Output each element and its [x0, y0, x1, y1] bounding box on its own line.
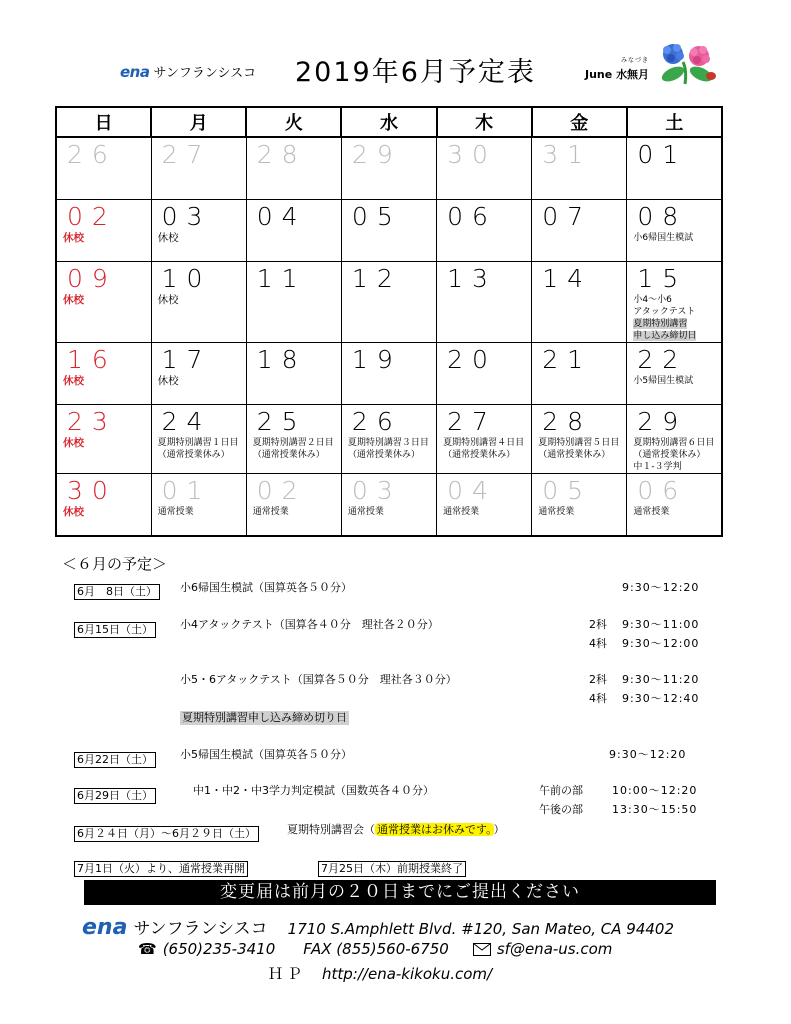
day-number: 28: [542, 407, 593, 436]
weekday-header-row: [56, 107, 722, 137]
footer-fax: FAX (855)560-6750: [303, 940, 449, 958]
day-number: 27: [161, 140, 212, 169]
schedule-time: 9:30～12:40: [622, 692, 700, 705]
hydrangea-flower-icon: [655, 40, 717, 86]
day-note: 休校: [63, 506, 84, 518]
calendar-day-cell: [532, 405, 627, 474]
day-number: 29: [351, 140, 402, 169]
calendar-day-cell: [627, 405, 722, 474]
calendar-day-cell: [246, 200, 341, 262]
schedule-time: 9:30～11:00: [622, 618, 700, 631]
weekday-header: 金: [532, 107, 627, 137]
schedule-desc: 小4アタックテスト（国算各４０分 理社各２０分）: [180, 618, 439, 631]
ena-logo: ena: [120, 63, 150, 81]
day-number: 06: [447, 202, 497, 231]
schedule-date: 6月22日（土）: [74, 748, 156, 768]
calendar-day-cell: [151, 137, 246, 200]
calendar-day-cell: [532, 343, 627, 405]
calendar-day-cell: [341, 343, 436, 405]
day-number: 17: [161, 345, 212, 374]
day-note: 通常授業: [633, 507, 670, 517]
calendar-day-cell: [437, 262, 532, 343]
day-note: 通常授業: [347, 507, 384, 517]
school-name: サンフランシスコ: [153, 66, 257, 81]
day-note: （通常授業休み）: [252, 450, 325, 460]
day-note: 夏期特別講習６日目: [633, 438, 715, 448]
day-number: 01: [161, 476, 212, 505]
day-note: （通常授業休み）: [347, 450, 420, 460]
calendar-day-cell: [56, 262, 151, 343]
calendar-day-cell: [627, 343, 722, 405]
calendar-day-cell: [246, 474, 341, 537]
calendar-week-row: [56, 474, 722, 537]
schedule-time: 10:00～12:20: [612, 784, 698, 797]
day-note: 小6帰国生模試: [633, 233, 694, 243]
day-number: 15: [637, 264, 688, 293]
day-number: 19: [351, 345, 402, 374]
month-jp-ruby: みなづき: [621, 57, 650, 64]
calendar-day-cell: [341, 200, 436, 262]
day-number: 03: [161, 202, 212, 231]
calendar-day-cell: [627, 137, 722, 200]
calendar-day-cell: [627, 474, 722, 537]
deadline-note: 夏期特別講習申し込み締め切り日: [182, 711, 347, 724]
weekday-header: 月: [151, 107, 246, 137]
calendar-body: [56, 137, 722, 536]
day-number: 13: [447, 264, 497, 293]
day-number: 10: [161, 264, 212, 293]
calendar-day-cell: [437, 474, 532, 537]
day-number: 29: [637, 407, 688, 436]
weekday-header: 日: [56, 107, 151, 137]
header-logo: [120, 62, 256, 81]
day-note: 中１-３学判: [633, 462, 682, 472]
day-number: 12: [351, 264, 402, 293]
day-note: （通常授業休み）: [157, 450, 230, 460]
day-number: 08: [637, 202, 688, 231]
day-number: 03: [351, 476, 402, 505]
calendar-day-cell: [56, 200, 151, 262]
calendar-day-cell: [151, 474, 246, 537]
day-number: 05: [542, 476, 593, 505]
schedule-sub: 午後の部: [539, 803, 583, 816]
calendar-day-cell: [532, 474, 627, 537]
schedule-time: 9:30～12:20: [622, 581, 700, 594]
footer-address: 1710 S.Amphlett Blvd. #120, San Mateo, CA 94402: [287, 920, 675, 938]
calendar-day-cell: [627, 262, 722, 343]
summer-highlight: 通常授業はお休みです。: [377, 823, 492, 836]
weekday-header: 火: [246, 107, 341, 137]
page-title: 2019年6月予定表: [295, 57, 536, 88]
schedule-sub: 午前の部: [539, 784, 583, 797]
day-number: 23: [67, 407, 117, 436]
day-number: 30: [67, 476, 117, 505]
day-note: [633, 318, 721, 330]
calendar-day-cell: [151, 200, 246, 262]
calendar-week-row: [56, 200, 722, 262]
day-number: 05: [351, 202, 402, 231]
day-number: 31: [542, 140, 593, 169]
schedule-sub: 2科: [589, 673, 607, 686]
calendar-day-cell: [341, 474, 436, 537]
day-number: 18: [256, 345, 307, 374]
day-note-highlight: 夏期特別講習: [633, 319, 688, 329]
day-note: 通常授業: [157, 507, 194, 517]
day-note: 通常授業: [443, 507, 480, 517]
day-note: （通常授業休み）: [633, 450, 706, 460]
day-note-highlight: 申し込み締切日: [633, 331, 697, 341]
day-note: 休校: [63, 232, 84, 244]
day-number: 26: [67, 140, 117, 169]
month-en: June: [585, 68, 613, 81]
day-note: 夏期特別講習３日目: [347, 438, 429, 448]
calendar-day-cell: [437, 405, 532, 474]
notice-banner: 変更届は前月の２０日までにご提出ください: [84, 880, 716, 905]
schedule-time: 13:30～15:50: [612, 803, 698, 816]
day-number: 20: [447, 345, 497, 374]
day-number: 22: [637, 345, 688, 374]
day-note: （通常授業休み）: [443, 450, 516, 460]
day-number: 04: [256, 202, 307, 231]
footer-hp-url[interactable]: http://ena-kikoku.com/: [322, 964, 493, 983]
schedule-time: 9:30～12:00: [622, 637, 700, 650]
schedule-sub: 4科: [589, 692, 607, 705]
day-note: [633, 330, 721, 342]
calendar-day-cell: [341, 262, 436, 343]
calendar-week-row: [56, 262, 722, 343]
schedule-desc: 中1・中2・中3学力判定模試（国数英各４０分）: [193, 784, 434, 797]
footer-contact-line: [138, 940, 612, 958]
day-number: 25: [256, 407, 307, 436]
calendar-day-cell: [246, 405, 341, 474]
day-number: 04: [447, 476, 497, 505]
footer-hp-label: ＨＰ: [268, 965, 307, 983]
day-number: 14: [542, 264, 593, 293]
day-note: 通常授業: [252, 507, 289, 517]
calendar-day-cell: [627, 200, 722, 262]
day-note: 休校: [63, 375, 84, 387]
resume-note: 7月1日（火）より、通常授業再開: [74, 857, 248, 877]
day-note: 小4～小6: [633, 295, 672, 305]
day-note: 小5帰国生模試: [633, 376, 694, 386]
calendar-day-cell: [56, 137, 151, 200]
calendar-week-row: [56, 137, 722, 200]
schedule-desc: 小5・6アタックテスト（国算各５０分 理社各３０分）: [180, 673, 457, 686]
day-note: 夏期特別講習１日目: [157, 438, 239, 448]
day-number: 06: [637, 476, 688, 505]
day-note: （通常授業休み）: [538, 450, 611, 460]
schedule-time: 9:30～11:20: [622, 673, 700, 686]
day-number: 24: [161, 407, 212, 436]
calendar-day-cell: [246, 262, 341, 343]
schedule-desc: 小6帰国生模試（国算英各５０分）: [180, 581, 352, 594]
calendar-table: [55, 106, 723, 537]
calendar-week-row: [56, 405, 722, 474]
mail-icon: [473, 943, 491, 956]
schedule-time: 9:30～12:20: [609, 748, 687, 761]
footer-address-line: [82, 914, 674, 940]
day-number: 02: [67, 202, 117, 231]
day-note: 夏期特別講習５日目: [538, 438, 620, 448]
footer-school-name: サンフランシスコ: [133, 919, 268, 939]
day-note: 休校: [63, 437, 84, 449]
day-number: 16: [67, 345, 117, 374]
day-number: 26: [351, 407, 402, 436]
summer-range: 6月２４日（月）～6月２９日（土）: [74, 822, 259, 842]
summer-session: 夏期特別講習会（ 通常授業はお休みです。 ）: [287, 823, 505, 836]
day-number: 02: [256, 476, 307, 505]
calendar-day-cell: [532, 200, 627, 262]
weekday-header: 土: [627, 107, 722, 137]
calendar-day-cell: [437, 200, 532, 262]
schedule-date: 6月15日（土）: [74, 618, 156, 638]
calendar-day-cell: [151, 343, 246, 405]
schedule-sub: 2科: [589, 618, 607, 631]
footer-email[interactable]: sf@ena-us.com: [496, 940, 613, 958]
calendar-day-cell: [56, 405, 151, 474]
calendar-day-cell: [341, 405, 436, 474]
schedule-date: 6月29日（土）: [74, 784, 156, 804]
day-note: 休校: [157, 232, 179, 244]
day-number: 09: [67, 264, 117, 293]
day-number: 07: [542, 202, 593, 231]
day-note: 通常授業: [538, 507, 575, 517]
calendar-day-cell: [56, 474, 151, 537]
month-jp: 水無月: [616, 68, 650, 81]
day-note: 休校: [157, 375, 179, 387]
term-end-note: 7月25日（木）前期授業終了: [318, 857, 466, 877]
footer-phone: (650)235-3410: [162, 940, 276, 958]
calendar-day-cell: [341, 137, 436, 200]
calendar-day-cell: [151, 262, 246, 343]
calendar-day-cell: [437, 343, 532, 405]
calendar-day-cell: [532, 137, 627, 200]
calendar-day-cell: [246, 343, 341, 405]
schedule-date: 6月 8日（土）: [74, 580, 160, 600]
day-note: アタックテスト: [633, 307, 696, 317]
day-note: 休校: [157, 294, 179, 306]
day-number: 28: [256, 140, 307, 169]
footer-hp-line: [268, 963, 492, 984]
phone-icon: ☎: [138, 940, 157, 958]
calendar-day-cell: [246, 137, 341, 200]
calendar-day-cell: [56, 343, 151, 405]
day-note: 休校: [63, 294, 84, 306]
day-number: 01: [637, 140, 688, 169]
calendar-day-cell: [437, 137, 532, 200]
day-number: 30: [447, 140, 497, 169]
calendar-day-cell: [532, 262, 627, 343]
schedule-title: ＜６月の予定＞: [62, 555, 168, 573]
day-number: 27: [447, 407, 497, 436]
weekday-header: 水: [341, 107, 436, 137]
day-number: 21: [542, 345, 593, 374]
schedule-desc: 小5帰国生模試（国算英各５０分）: [180, 748, 352, 761]
schedule-sub: 4科: [589, 637, 607, 650]
calendar-day-cell: [151, 405, 246, 474]
calendar-week-row: [56, 343, 722, 405]
day-note: 夏期特別講習２日目: [252, 438, 334, 448]
day-note: 夏期特別講習４日目: [443, 438, 525, 448]
ena-logo: ena: [82, 915, 128, 940]
month-label: [585, 57, 650, 82]
weekday-header: 木: [437, 107, 532, 137]
day-number: 11: [256, 264, 307, 293]
